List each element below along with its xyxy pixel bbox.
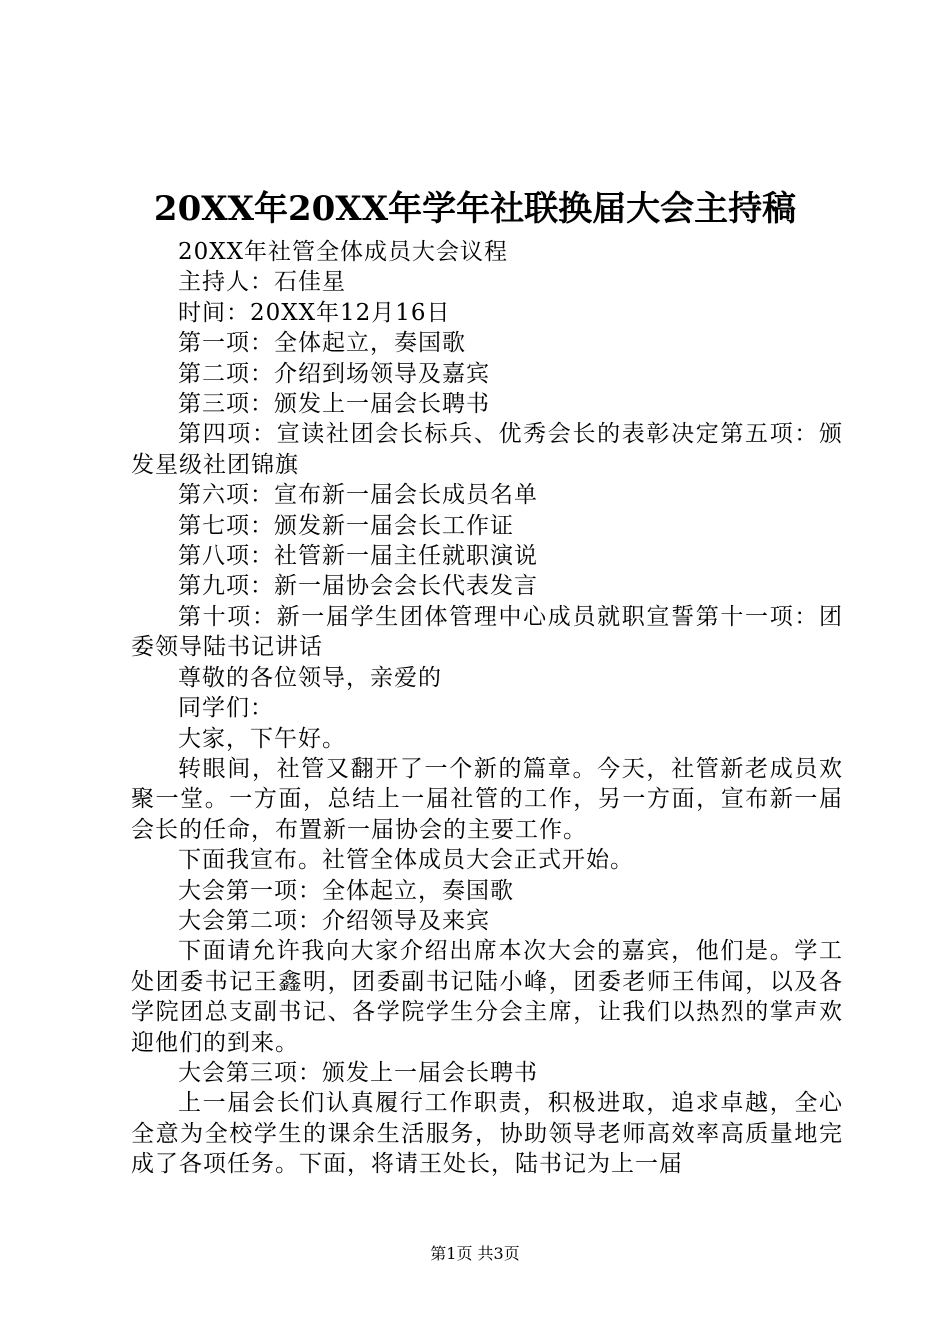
paragraph: 第三项：颁发上一届会长聘书	[178, 391, 490, 418]
paragraph: 同学们：	[178, 695, 274, 722]
paragraph: 大会第二项：介绍领导及来宾	[178, 907, 490, 934]
document-body	[131, 237, 843, 1180]
paragraph: 主持人：石佳星	[178, 269, 346, 296]
paragraph: 大会第一项：全体起立，奏国歌	[178, 877, 514, 904]
paragraph: 转眼间，社管又翻开了一个新的篇章。今天，社管新老成员欢聚一堂。一方面，总结上一届社管的工作，另一方面，宣布新一届会长的任命，布置新一届协会的主要工作。	[131, 755, 843, 843]
page-footer: 第1页 共3页	[430, 1244, 520, 1263]
paragraph: 第一项：全体起立，奏国歌	[178, 330, 466, 357]
paragraph: 第八项：社管新一届主任就职演说	[178, 543, 538, 570]
paragraph: 第十项：新一届学生团体管理中心成员就职宣誓第十一项：团委领导陆书记讲话	[131, 603, 843, 661]
document-title: 20XX年20XX年学年社联换届大会主持稿	[153, 189, 797, 229]
paragraph: 第七项：颁发新一届会长工作证	[178, 512, 514, 539]
paragraph: 下面我宣布。社管全体成员大会正式开始。	[178, 847, 634, 874]
paragraph: 20XX年社管全体成员大会议程	[178, 239, 509, 265]
paragraph: 第六项：宣布新一届会长成员名单	[178, 482, 538, 509]
paragraph: 下面请允许我向大家介绍出席本次大会的嘉宾，他们是。学工处团委书记王鑫明，团委副书记陆小峰，团委老师王伟闻，以及各学院团总支副书记、各学院学生分会主席，让我们以热烈的掌声欢迎他们的到来。	[131, 938, 843, 1056]
paragraph: 大家，下午好。	[178, 725, 346, 752]
paragraph: 第二项：介绍到场领导及嘉宾	[178, 360, 490, 387]
paragraph: 上一届会长们认真履行工作职责，积极进取，追求卓越，全心全意为全校学生的课余生活服务，协助领导老师高效率高质量地完成了各项任务。下面，将请王处长，陆书记为上一届	[131, 1090, 843, 1178]
paragraph: 时间：20XX年12月16日	[178, 299, 451, 326]
paragraph: 第四项：宣读社团会长标兵、优秀会长的表彰决定第五项：颁发星级社团锦旗	[131, 421, 843, 478]
paragraph: 第九项：新一届协会会长代表发言	[178, 573, 538, 600]
paragraph: 尊敬的各位领导，亲爱的	[178, 664, 442, 691]
paragraph: 大会第三项：颁发上一届会长聘书	[178, 1059, 538, 1086]
